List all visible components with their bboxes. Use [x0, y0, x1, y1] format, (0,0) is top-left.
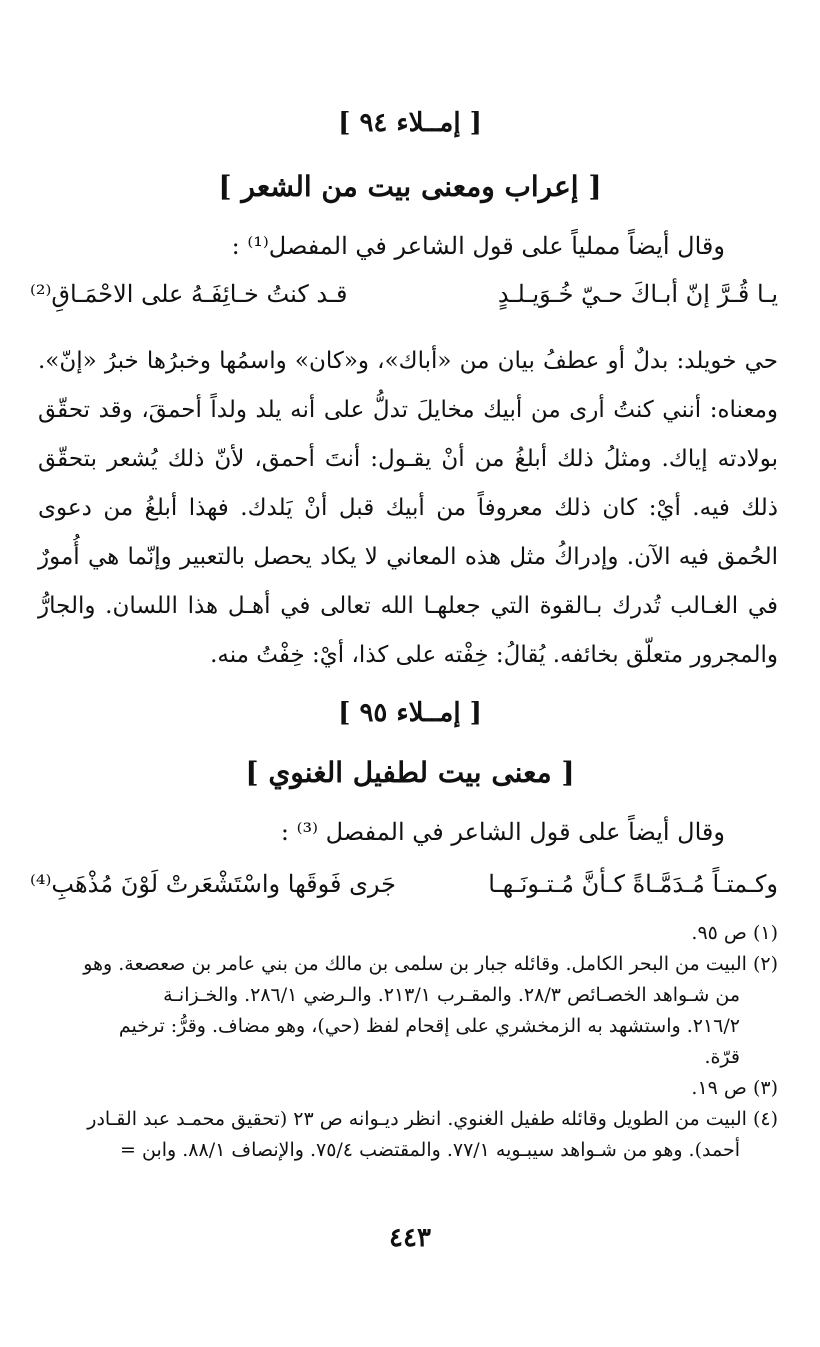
- imla-94-heading: [ إمــلاء ٩٤ ]: [338, 108, 482, 138]
- imla-95-heading: [ إمــلاء ٩٥ ]: [338, 698, 482, 728]
- verse-95-second-hemistich: جَرى فَوقَها واسْتَشْعَرتْ لَوْنَ مُذْهَبِ⁽⁴⁾: [30, 870, 396, 898]
- verse-94-second-hemistich: قـد كنتُ خـائِفَـهُ على الاحْمَـاقِ⁽²⁾: [30, 280, 348, 308]
- footnote-2-continuation: من شـواهد الخصـائص ٢٨/٣. والمقـرب ٢١٣/١. والـرضي ٢٨٦/١. والخـزانـة: [163, 984, 740, 1006]
- footnote-4-continuation: أحمد). وهو من شـواهد سيبـويه ٧٧/١. والمقتضب ٧٥/٤. والإنصاف ٨٨/١. وابن =: [120, 1139, 740, 1161]
- verse-94-first-hemistich: يـا قُـرَّ إنّ أبـاكَ حـيّ خُـوَيـلـدٍ: [497, 280, 778, 308]
- section-95-intro: وقال أيضاً على قول الشاعر في المفصل ⁽³⁾ :: [280, 818, 725, 846]
- section-94-intro: وقال أيضاً مملياً على قول الشاعر في المفصل⁽¹⁾ :: [231, 232, 725, 260]
- footnote-2-continuation: قرّة.: [704, 1046, 740, 1068]
- footnote-3: (٣) ص ١٩.: [691, 1077, 778, 1099]
- footnote-2: (٢) البيت من البحر الكامل. وقائله جبار بن سلمى بن مالك من بني عامر بن صعصعة. وهو: [83, 953, 778, 975]
- commentary-paragraph: حي خويلد: بدلٌ أو عطفُ بيان من «أباك»، و«كان» واسمُها وخبرُها خبرُ «إنّ». ومعناه: أنني كنتُ أرى من أبيك مخايلَ تدلُّ على أنه يلد ولداً أحمقَ، وقد تحقّق بولادته إياك. ومثلُ ذلك أبلغُ من أنْ يقـول: أنتَ أحمق، لأنّ ذلك يُشعر بتحقّق ذلك فيه. أيْ: كان ذلك معروفاً من أبيك قبل أنْ يَلدك. فهذا أبلغُ من دعوى الحُمق فيه الآن. وإدراكُ مثل هذه المعاني لا يكاد يحصل بالتعبير وإنّما هي أُمورٌ في الغـالب تُدرك بـالقوة التي جعلهـا الله تعالى في أهـل هذا اللسان. والجارُّ والمجرور متعلّق بخائفه. يُقالُ: خِفْته على كذا، أيْ: خِفْتُ منه.: [38, 348, 778, 668]
- footnotes: [38, 918, 778, 1166]
- verse-95-first-hemistich: وكـمتـاً مُـدَمَّـاةً كـأنَّ مُـتـونَـهـا: [488, 870, 778, 898]
- footnote-2-continuation: ٢١٦/٢. واستشهد به الزمخشري على إقحام لفظ (حي)، وهو مضاف. وقرُّ: ترخيم: [118, 1015, 740, 1037]
- section-95-title: [ معنى بيت لطفيل الغنوي ]: [245, 756, 575, 789]
- footnote-4: (٤) البيت من الطويل وقائله طفيل الغنوي. انظر ديـوانه ص ٢٣ (تحقيق محمـد عبد القـادر: [87, 1108, 778, 1130]
- page-number: ٤٤٣: [389, 1223, 431, 1253]
- footnote-1: (١) ص ٩٥.: [691, 922, 778, 944]
- section-94-commentary: [38, 337, 778, 680]
- section-94-title: [ إعراب ومعنى بيت من الشعر ]: [218, 170, 602, 203]
